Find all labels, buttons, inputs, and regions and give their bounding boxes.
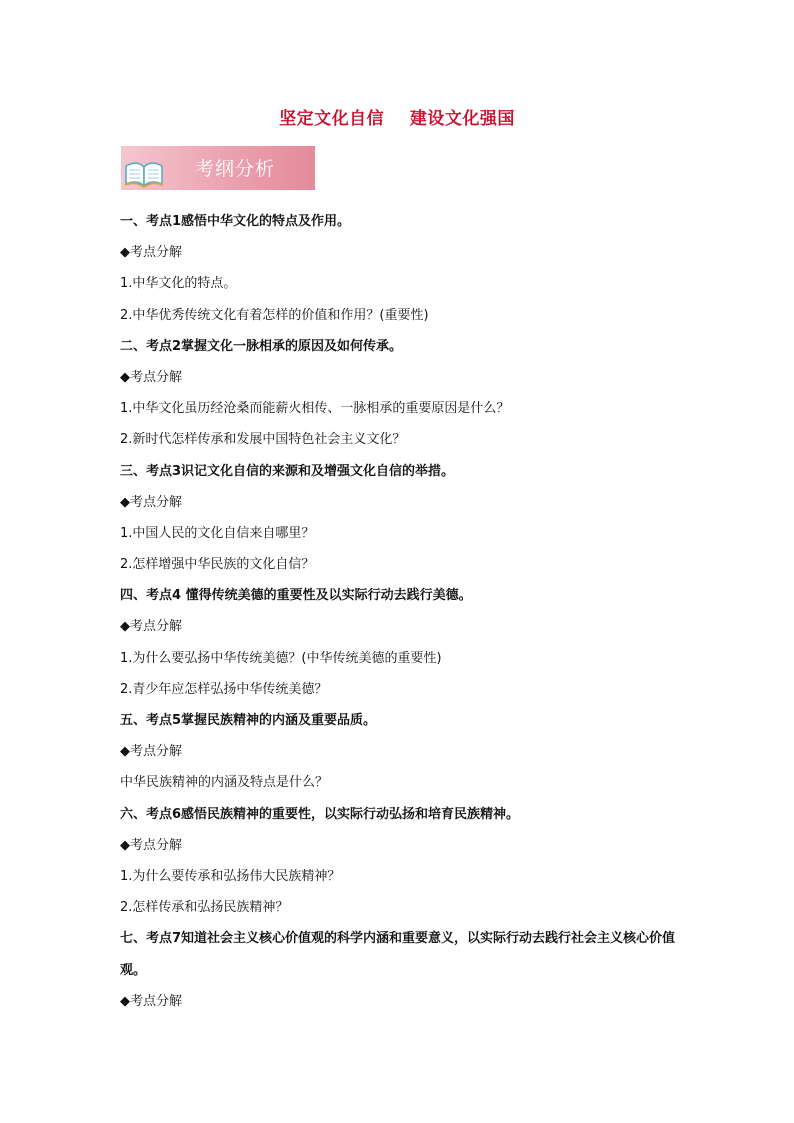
section-heading: 七、考点7知道社会主义核心价值观的科学内涵和重要意义，以实际行动去践行社会主义核心价值观。 (120, 931, 676, 978)
list-item: 1.为什么要传承和弘扬伟大民族精神？ (120, 868, 341, 884)
section-subheading: ◆考点分解 (120, 993, 182, 1009)
document-title: 坚定文化自信 建设文化强国 (279, 109, 515, 129)
section-subheading: ◆考点分解 (120, 369, 182, 385)
list-item: 2.怎样增强中华民族的文化自信？ (120, 557, 315, 573)
section-banner (121, 146, 315, 190)
list-item: 1.中华文化虽历经沧桑而能薪火相传、一脉相承的重要原因是什么？ (120, 401, 510, 417)
section-heading: 六、考点6感悟民族精神的重要性，以实际行动弘扬和培育民族精神。 (120, 806, 520, 822)
open-book-icon (123, 158, 165, 188)
list-item: 1.中国人民的文化自信来自哪里？ (120, 525, 315, 541)
section-heading: 四、考点4 懂得传统美德的重要性及以实际行动去践行美德。 (120, 588, 472, 604)
outline-content (120, 206, 690, 1017)
list-item: 2.怎样传承和弘扬民族精神？ (120, 900, 289, 916)
section-heading: 三、考点3识记文化自信的来源和及增强文化自信的举措。 (120, 463, 455, 479)
section-subheading: ◆考点分解 (120, 837, 182, 853)
section-subheading: ◆考点分解 (120, 494, 182, 510)
list-item: 中华民族精神的内涵及特点是什么？ (120, 775, 329, 791)
section-heading: 二、考点2掌握文化一脉相承的原因及如何传承。 (120, 338, 403, 354)
list-item: 1.中华文化的特点。 (120, 276, 237, 292)
list-item: 1.为什么要弘扬中华传统美德？(中华传统美德的重要性) (120, 650, 442, 666)
section-subheading: ◆考点分解 (120, 744, 182, 760)
list-item: 2.青少年应怎样弘扬中华传统美德？ (120, 681, 328, 697)
list-item: 2.中华优秀传统文化有着怎样的价值和作用？(重要性) (120, 307, 429, 323)
section-subheading: ◆考点分解 (120, 619, 182, 635)
section-heading: 一、考点1感悟中华文化的特点及作用。 (120, 214, 351, 229)
section-subheading: ◆考点分解 (120, 245, 182, 261)
section-heading: 五、考点5掌握民族精神的内涵及重要品质。 (120, 713, 377, 728)
banner-label: 考纲分析 (195, 158, 276, 180)
list-item: 2.新时代怎样传承和发展中国特色社会主义文化？ (120, 432, 406, 448)
